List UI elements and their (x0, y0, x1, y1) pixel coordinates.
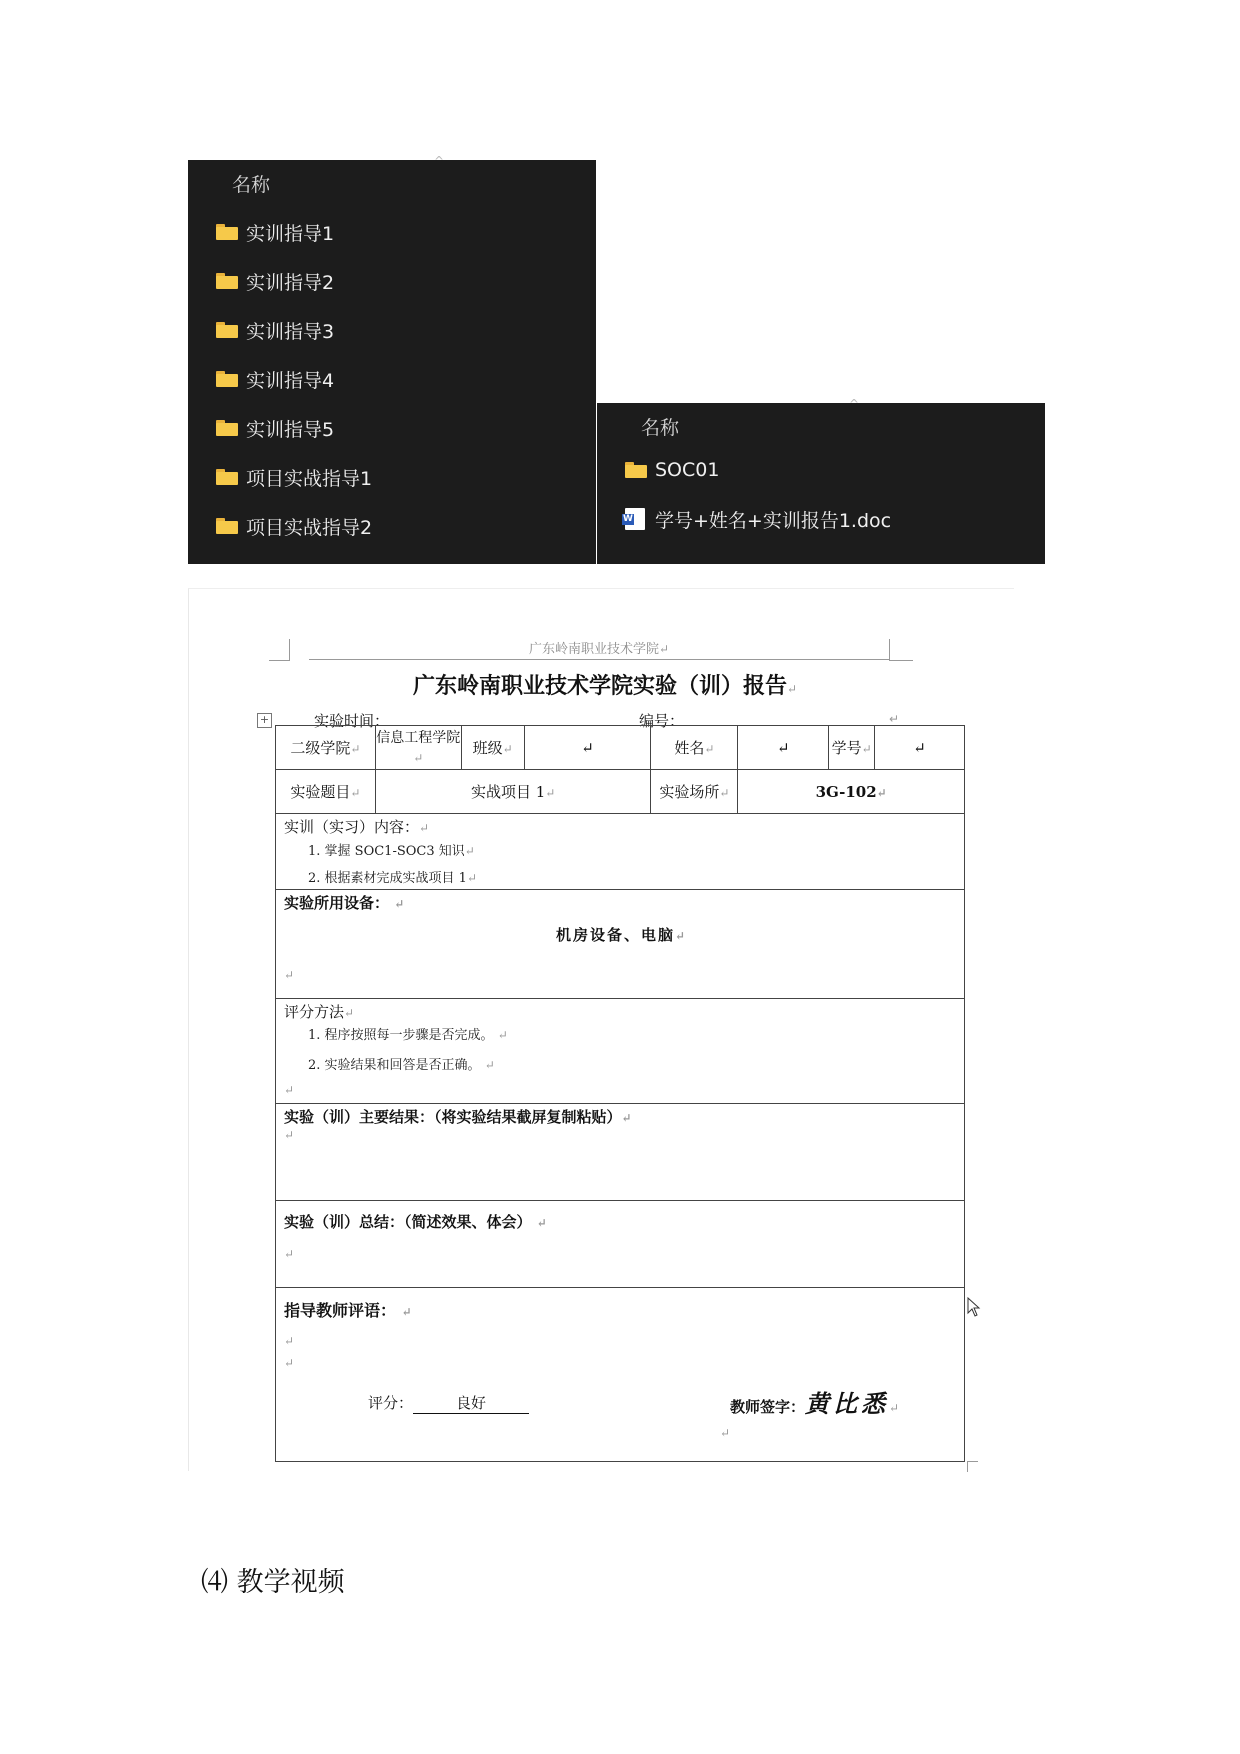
venue-label-cell: 实验场所↵ (651, 770, 738, 814)
return-mark: ↵ (889, 712, 900, 726)
file-label: 学号+姓名+实训报告1.doc (655, 509, 892, 532)
crop-mark (889, 660, 913, 661)
folder-label: 实训指导3 (246, 320, 335, 343)
name-value-cell[interactable]: ↵ (738, 726, 829, 770)
folder-item[interactable] (216, 364, 334, 394)
folder-label: 项目实战指导2 (246, 516, 373, 539)
folder-item[interactable] (625, 455, 719, 485)
class-label-cell: 班级↵ (461, 726, 524, 770)
file-explorer-left (188, 154, 596, 564)
table-resize-handle-icon[interactable] (967, 1461, 978, 1472)
page-header: 广东岭南职业技术学院↵ (529, 642, 670, 657)
return-mark: ↵ (284, 968, 295, 982)
return-mark: ↵ (284, 1356, 295, 1370)
report-title-line: 广东岭南职业技术学院实验（训）报告↵ (413, 673, 798, 699)
file-explorer-right (597, 397, 1045, 564)
column-header-name[interactable]: 名称 (232, 174, 271, 196)
equipment-section[interactable] (276, 890, 965, 999)
teacher-signature-field: 教师签字：黄比悉↵ (730, 1389, 900, 1418)
report-document (188, 588, 1014, 1471)
signature-label: 教师签字： (730, 1398, 806, 1416)
folder-icon (216, 371, 238, 387)
name-label-cell: 姓名↵ (651, 726, 738, 770)
teacher-signature: 黄比悉 (805, 1389, 890, 1418)
folder-icon (216, 322, 238, 338)
score-label: 评分： (368, 1394, 414, 1412)
class-value-cell[interactable]: ↵ (524, 726, 651, 770)
content-section[interactable] (276, 814, 965, 890)
folder-icon (216, 224, 238, 240)
grading-heading: 评分方法↵ (284, 1003, 355, 1021)
experiment-time-label: 实验时间： (314, 712, 390, 730)
folder-item[interactable] (216, 217, 334, 247)
topic-value-cell[interactable]: 实战项目 1↵ (375, 770, 651, 814)
return-mark: ↵ (720, 1426, 731, 1440)
college-value-cell[interactable]: 信息工程学院↵ (375, 726, 461, 770)
summary-section[interactable] (276, 1201, 965, 1288)
folder-item[interactable] (216, 413, 334, 443)
college-label-cell: 二级学院↵ (276, 726, 376, 770)
return-mark: ↵ (284, 1247, 295, 1261)
section-heading: ⑷ 教学视频 (201, 1567, 345, 1598)
folder-item[interactable] (216, 266, 334, 296)
return-mark: ↵ (284, 1334, 295, 1348)
column-header-name[interactable]: 名称 (641, 417, 680, 439)
folder-icon (216, 469, 238, 485)
folder-label: 实训指导2 (246, 271, 335, 294)
sort-caret-icon[interactable]: ^ (434, 154, 445, 168)
topic-label-cell: 实验题目↵ (276, 770, 376, 814)
folder-item[interactable] (216, 315, 334, 345)
summary-heading: 实验（训）总结：（简述效果、体会） ↵ (284, 1213, 547, 1231)
results-section[interactable] (276, 1104, 965, 1201)
grading-item: 1. 程序按照每一步骤是否完成。 ↵ (308, 1028, 508, 1043)
teacher-comment-section[interactable] (276, 1288, 965, 1462)
folder-icon (216, 420, 238, 436)
crop-mark (269, 660, 290, 661)
folder-label: 实训指导4 (246, 369, 335, 392)
folder-label: 项目实战指导1 (246, 467, 373, 490)
score-value[interactable]: 良好 (413, 1392, 529, 1414)
sort-caret-icon[interactable]: ^ (849, 397, 860, 411)
folder-label: SOC01 (655, 459, 720, 481)
teacher-comment-heading: 指导教师评语： ↵ (284, 1301, 412, 1320)
folder-item[interactable] (216, 462, 372, 492)
word-doc-icon: W (625, 508, 645, 530)
score-field (368, 1392, 529, 1414)
number-label: 编号： (639, 712, 685, 730)
results-heading: 实验（训）主要结果：（将实验结果截屏复制粘贴）↵ (284, 1108, 632, 1126)
crop-mark (889, 639, 890, 661)
folder-item[interactable] (216, 511, 372, 541)
file-item[interactable] (625, 504, 891, 534)
return-mark: ↵ (284, 1083, 295, 1097)
crop-mark (289, 639, 290, 661)
content-item: 1. 掌握 SOC1-SOC3 知识↵ (308, 844, 475, 859)
folder-icon (216, 273, 238, 289)
venue-value-cell[interactable]: 3G-102↵ (738, 770, 965, 814)
folder-icon (625, 462, 647, 478)
equipment-heading: 实验所用设备： ↵ (284, 894, 405, 912)
grading-item: 2. 实验结果和回答是否正确。 ↵ (308, 1058, 495, 1073)
folder-label: 实训指导1 (246, 222, 335, 245)
report-title: 广东岭南职业技术学院实验（训）报告 (413, 673, 788, 699)
table-move-handle-icon[interactable]: + (257, 713, 272, 728)
folder-label: 实训指导5 (246, 418, 335, 441)
report-table (275, 725, 965, 1462)
student-id-label-cell: 学号↵ (829, 726, 875, 770)
return-mark: ↵ (284, 1128, 295, 1142)
equipment-value: 机房设备、电脑↵ (556, 926, 688, 944)
student-id-value-cell[interactable]: ↵ (875, 726, 965, 770)
content-heading: 实训（实习）内容：↵ (284, 818, 430, 836)
header-rule (309, 659, 889, 660)
content-item: 2. 根据素材完成实战项目 1↵ (308, 871, 478, 886)
grading-section[interactable] (276, 999, 965, 1104)
folder-icon (216, 518, 238, 534)
